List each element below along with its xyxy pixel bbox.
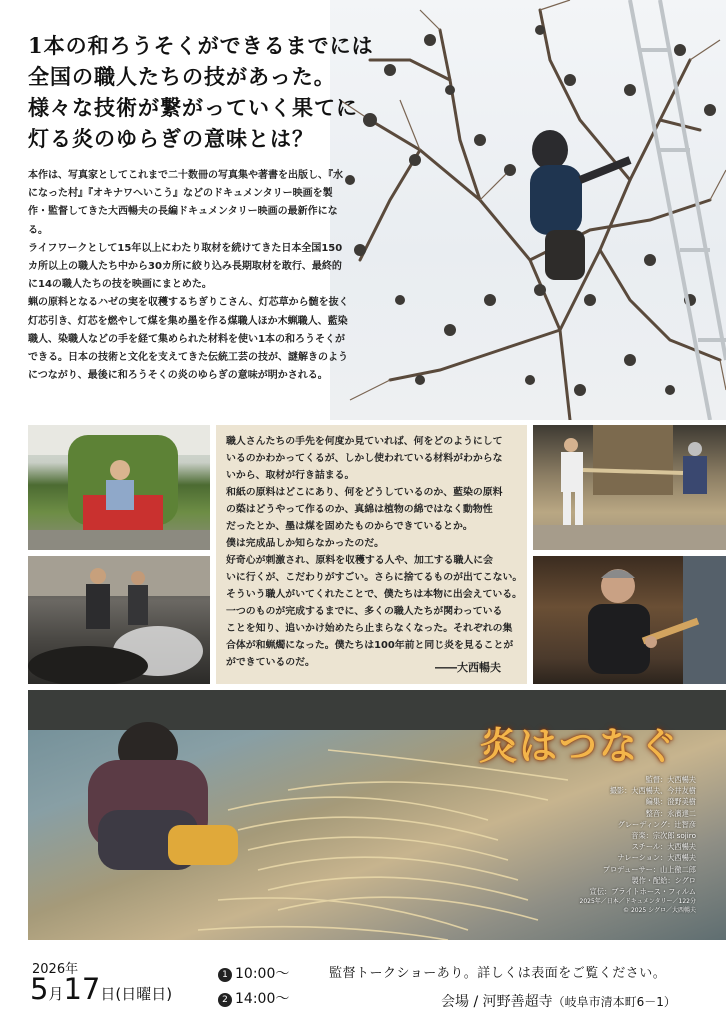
credit-line: 整音：永濱達二 <box>645 808 696 818</box>
quote-line: 一つのものが完成するまでに、多くの職人たちが関わっている <box>226 606 503 617</box>
quote-line: ことを知り、追いかけ始めたら止まらなくなった。それぞれの集 <box>226 623 513 634</box>
time-2-text: 14:00〜 <box>235 991 290 1007</box>
soot-collection-photo <box>28 556 210 684</box>
venue <box>441 991 676 1011</box>
credit-line: 宣伝：ブライトホース・フィルム <box>589 887 696 897</box>
headline-line: 全国の職人たちの技があった。 <box>28 64 336 89</box>
credit-line: グレーディング：辻智彦 <box>617 819 696 829</box>
number-2-icon: 2 <box>218 993 232 1007</box>
number-1-icon: 1 <box>218 968 232 982</box>
quote-line: 職人さんたちの手先を何度か見ていれば、何をどのようにして <box>226 436 503 447</box>
venue-name: 会場 / 河野善超寺 <box>441 994 553 1010</box>
screening-times <box>218 962 289 1012</box>
quote-line: の蒅はどうやって作るのか、真綿は植物の綿ではなく動物性 <box>226 504 493 515</box>
film-title: 炎はつなぐ <box>479 723 680 768</box>
film-credits <box>580 774 696 915</box>
event-weekday: (日曜日) <box>115 985 173 1003</box>
headline-line: 灯る炎のゆらぎの意味とは？ <box>28 126 314 151</box>
screening-time-2 <box>218 987 289 1012</box>
quote-line: だったとか、墨は煤を固めたものからできているとか。 <box>226 521 473 532</box>
film-info: 2025年／日本／ドキュメンタリー／122分 <box>579 898 696 906</box>
credit-line: ナレーション：大西暢夫 <box>617 853 696 863</box>
farmer-photo <box>28 425 210 550</box>
intro-text <box>28 167 350 385</box>
screening-time-1 <box>218 962 289 987</box>
day-unit: 日 <box>100 985 116 1003</box>
copyright: © 2025 シグロ／大西暢夫 <box>623 907 696 915</box>
credit-line: 音楽：宗次郎 sojiro <box>631 831 696 841</box>
quote-line: いに行くが、こだわりがすごい。さらに捨てるものが出てこない。 <box>226 572 523 583</box>
quote-signature: ――大西暢夫 <box>435 661 501 674</box>
intro-paragraph: 蝋の原料となるハゼの実を収穫するちぎりこさん、灯芯草から髄を抜く灯芯引き、灯芯を燃やして煤を集め墨を作る煤職人ほか木蝋職人、藍染職人、染職人などの手を経て集められた材料を使い1本の和ろうそくができる。日本の技術と文化を支えてきた伝統工芸の技が、謎解きのようにつながり、最後に和ろうそくの炎のゆらぎの意味が明かされる。 <box>28 297 349 382</box>
quote-line: 和紙の原料はどこにあり、何をどうしているのか、藍染の原料 <box>226 487 503 498</box>
month-unit: 月 <box>48 985 64 1003</box>
event-date <box>30 972 172 1006</box>
craftsman-photo <box>533 556 726 684</box>
time-1-text: 10:00〜 <box>235 966 290 982</box>
credit-line: 編集：澄野美樹 <box>645 797 696 807</box>
event-day: 17 <box>63 972 101 1006</box>
credit-line: 撮影：大西暢夫、今井友樹 <box>609 786 696 796</box>
venue-address: （岐阜市清本町6－1） <box>552 995 676 1009</box>
headline-line: 様々な技術が繋がっていく果てに <box>28 95 358 120</box>
talk-show-note: 監督トークショーあり。詳しくは表面をご覧ください。 <box>329 966 667 981</box>
quote-line: いるのかわかってくるが、しかし使われている材料がわからな <box>226 453 503 464</box>
credit-line: スチール：大西暢夫 <box>631 842 696 852</box>
director-quote <box>216 425 527 684</box>
quote-line: ができているのだ。 <box>226 657 315 668</box>
event-month: 5 <box>30 972 49 1006</box>
quote-line: 好奇心が刺激され、原料を収穫する人や、加工する職人に会 <box>226 555 494 566</box>
intro-paragraph: ライフワークとして15年以上にわたり取材を続けてきた日本全国150カ所以上の職人たち中から30カ所に絞り込み長期取材を敢行、最終的に14の職人たちの技を映画にまとめた。 <box>28 242 343 291</box>
quote-line: 僕は完成品しか知らなかったのだ。 <box>226 538 385 549</box>
quote-line: いから、取材が行き詰まる。 <box>226 470 355 481</box>
credit-line: 製作・配給：シグロ <box>631 875 696 885</box>
credit-line: 監督：大西暢夫 <box>645 775 696 784</box>
rope-twisting-photo <box>533 425 726 550</box>
event-year: 2026年 <box>32 962 79 977</box>
headline-line: 1本の和ろうそくができるまでには <box>28 33 374 58</box>
headline <box>28 30 448 154</box>
quote-line: 合体が和蝋燭になった。僕たちは100年前と同じ炎を見ることが <box>226 640 514 651</box>
credit-line: プロデューサー：山上徹二郎 <box>602 864 696 874</box>
intro-paragraph: 本作は、写真家としてこれまで二十数冊の写真集や著書を出版し、『水になった村』『オキナワへいこう』などのドキュメンタリー映画を製作・監督してきた大西暢夫の長編ドキュメンタリー映画の最新作になる。 <box>28 170 343 236</box>
quote-line: そういう職人がいてくれたことで、僕たちは本物に出会えている。 <box>226 589 523 600</box>
